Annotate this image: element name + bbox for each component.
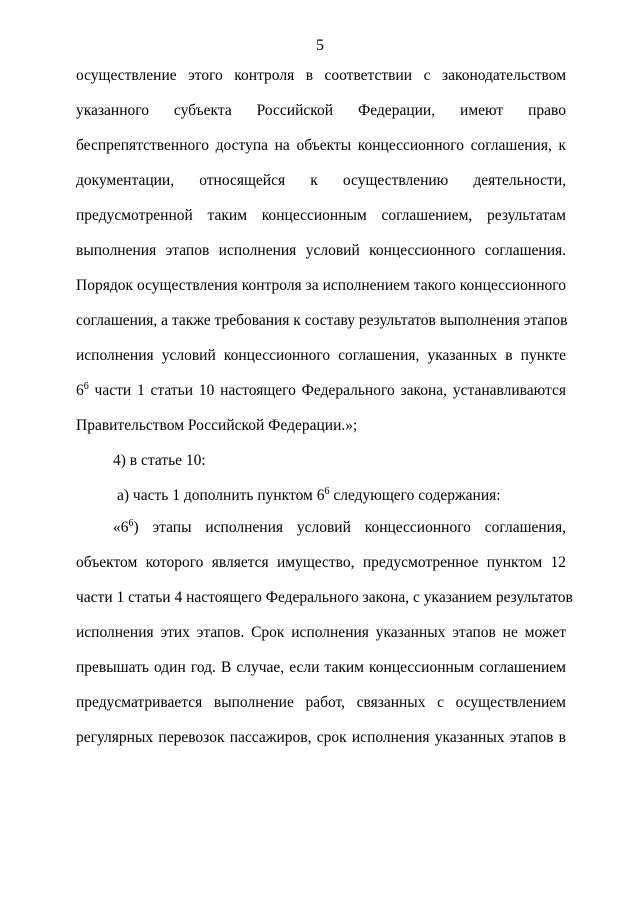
text-line: 4) в статье 10: xyxy=(113,452,206,469)
superscript: 6 xyxy=(83,381,89,392)
text-line: превышать один год. В случае, если таким концессионным соглашением xyxy=(76,659,566,676)
text-segment: «6 xyxy=(113,519,129,536)
text-segment: ) этапы исполнения условий концессионного соглашения, xyxy=(133,519,566,536)
text-line: соглашения, а также требования к составу результатов выполнения этапов xyxy=(76,312,568,329)
text-line: исполнения условий концессионного соглашения, указанных в пункте xyxy=(76,347,566,364)
superscript: 6 xyxy=(324,486,330,497)
text-line: осуществление этого контроля в соответствии с законодательством xyxy=(76,67,566,84)
text-line xyxy=(76,381,566,401)
text-line: регулярных перевозок пассажиров, срок исполнения указанных этапов в xyxy=(76,729,566,746)
text-line: части 1 статьи 4 настоящего Федерального закона, с указанием результатов xyxy=(76,589,573,606)
text-line: документации, относящейся к осуществлению деятельности, xyxy=(76,172,566,189)
text-segment: следующего содержания: xyxy=(329,487,501,504)
text-line: исполнения этих этапов. Срок исполнения указанных этапов не может xyxy=(76,624,566,641)
footnote-ref-number: 6 xyxy=(76,382,84,399)
text-line xyxy=(117,486,566,506)
text-line: Порядок осуществления контроля за исполнением такого концессионного xyxy=(76,277,566,294)
page-number: 5 xyxy=(316,37,324,54)
text-line xyxy=(113,518,566,538)
text-segment: а) часть 1 дополнить пунктом 6 xyxy=(117,487,325,504)
text-line: предусматривается выполнение работ, связанных с осуществлением xyxy=(76,694,566,711)
text-line: указанного субъекта Российской Федерации, имеют право xyxy=(76,102,566,119)
text-line: беспрепятственного доступа на объекты концессионного соглашения, к xyxy=(76,137,566,154)
text-line: объектом которого является имущество, предусмотренное пунктом 12 xyxy=(76,554,566,571)
text-line: выполнения этапов исполнения условий концессионного соглашения. xyxy=(76,242,566,259)
text-line: Правительством Российской Федерации.»; xyxy=(76,417,358,434)
text-line: предусмотренной таким концессионным соглашением, результатам xyxy=(76,207,566,224)
superscript: 6 xyxy=(128,518,134,529)
text-segment: части 1 статьи 10 настоящего Федерального закона, устанавливаются xyxy=(88,382,566,399)
